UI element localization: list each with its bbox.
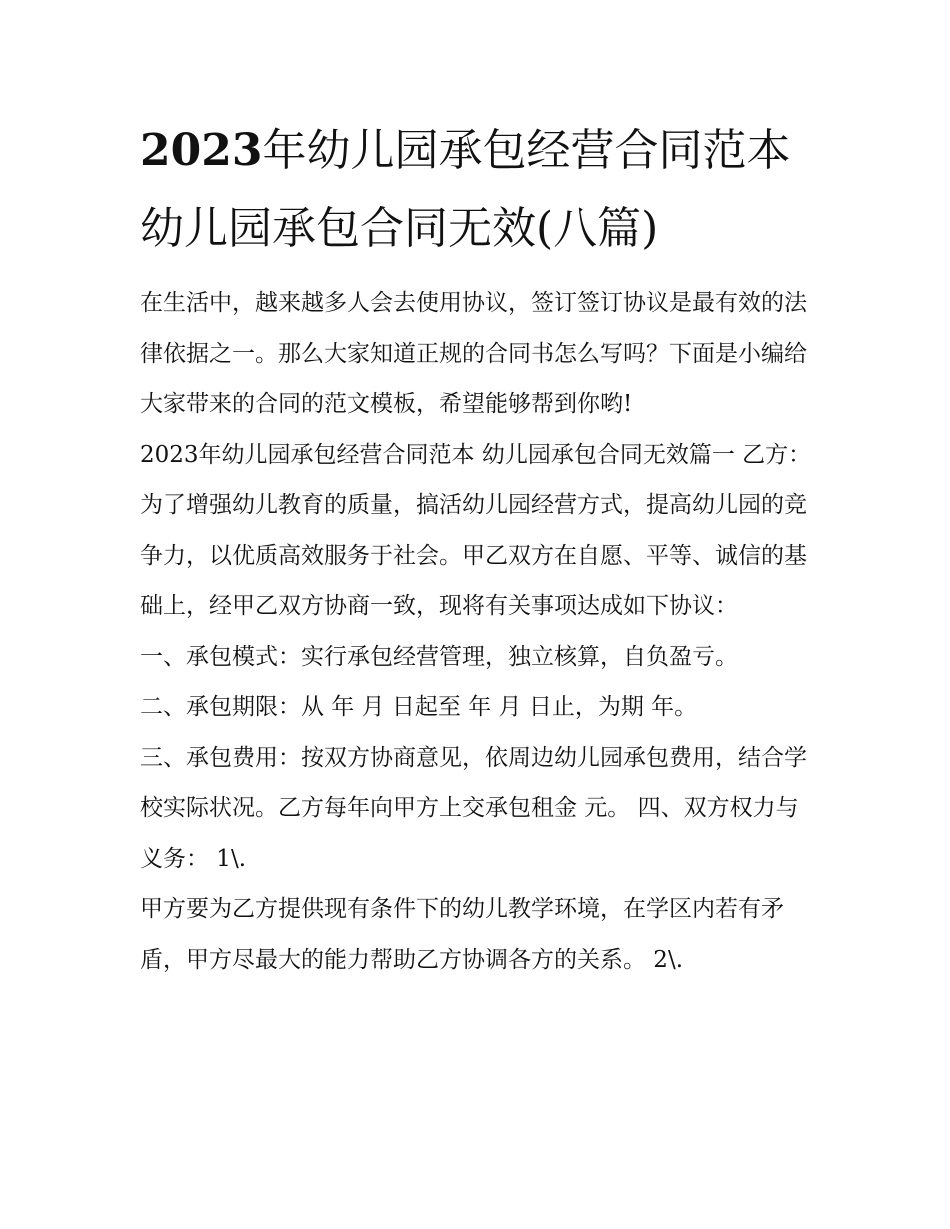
document-body bbox=[140, 278, 820, 985]
intro-paragraph: 在生活中，越来越多人会去使用协议，签订签订协议是最有效的法律依据之一。那么大家知道正规的合同书怎么写吗？下面是小编给大家带来的合同的范文模板，希望能够帮到你哟! bbox=[140, 290, 807, 417]
clause-party-a-duty: 甲方要为乙方提供现有条件下的幼儿教学环境，在学区内若有矛盾，甲方尽最大的能力帮助乙方协调各方的关系。 2\. bbox=[140, 896, 784, 973]
title-text: 年幼儿园承包经营合同范本 幼儿园承包合同无效(八篇) bbox=[140, 125, 791, 254]
clause-contract-fee: 三、承包费用：按双方协商意见，依周边幼儿园承包费用，结合学校实际状况。乙方每年向甲方上交承包租金 元。 四、双方权力与义务： 1\. bbox=[140, 744, 807, 872]
document-title bbox=[140, 112, 820, 268]
document-page bbox=[140, 112, 820, 985]
section-heading-paragraph: 2023年幼儿园承包经营合同范本 幼儿园承包合同无效篇一 乙方： bbox=[140, 441, 812, 468]
purpose-paragraph: 为了增强幼儿教育的质量，搞活幼儿园经营方式，提高幼儿园的竞争力，以优质高效服务于社会。甲乙双方在自愿、平等、诚信的基础上，经甲乙双方协商一致，现将有关事项达成如下协议： bbox=[140, 492, 807, 619]
clause-contract-term: 二、承包期限：从 年 月 日起至 年 月 日止，为期 年。 bbox=[140, 694, 698, 720]
title-year: 2023 bbox=[140, 125, 263, 176]
clause-contract-mode: 一、承包模式：实行承包经营管理，独立核算，自负盈亏。 bbox=[140, 643, 738, 670]
